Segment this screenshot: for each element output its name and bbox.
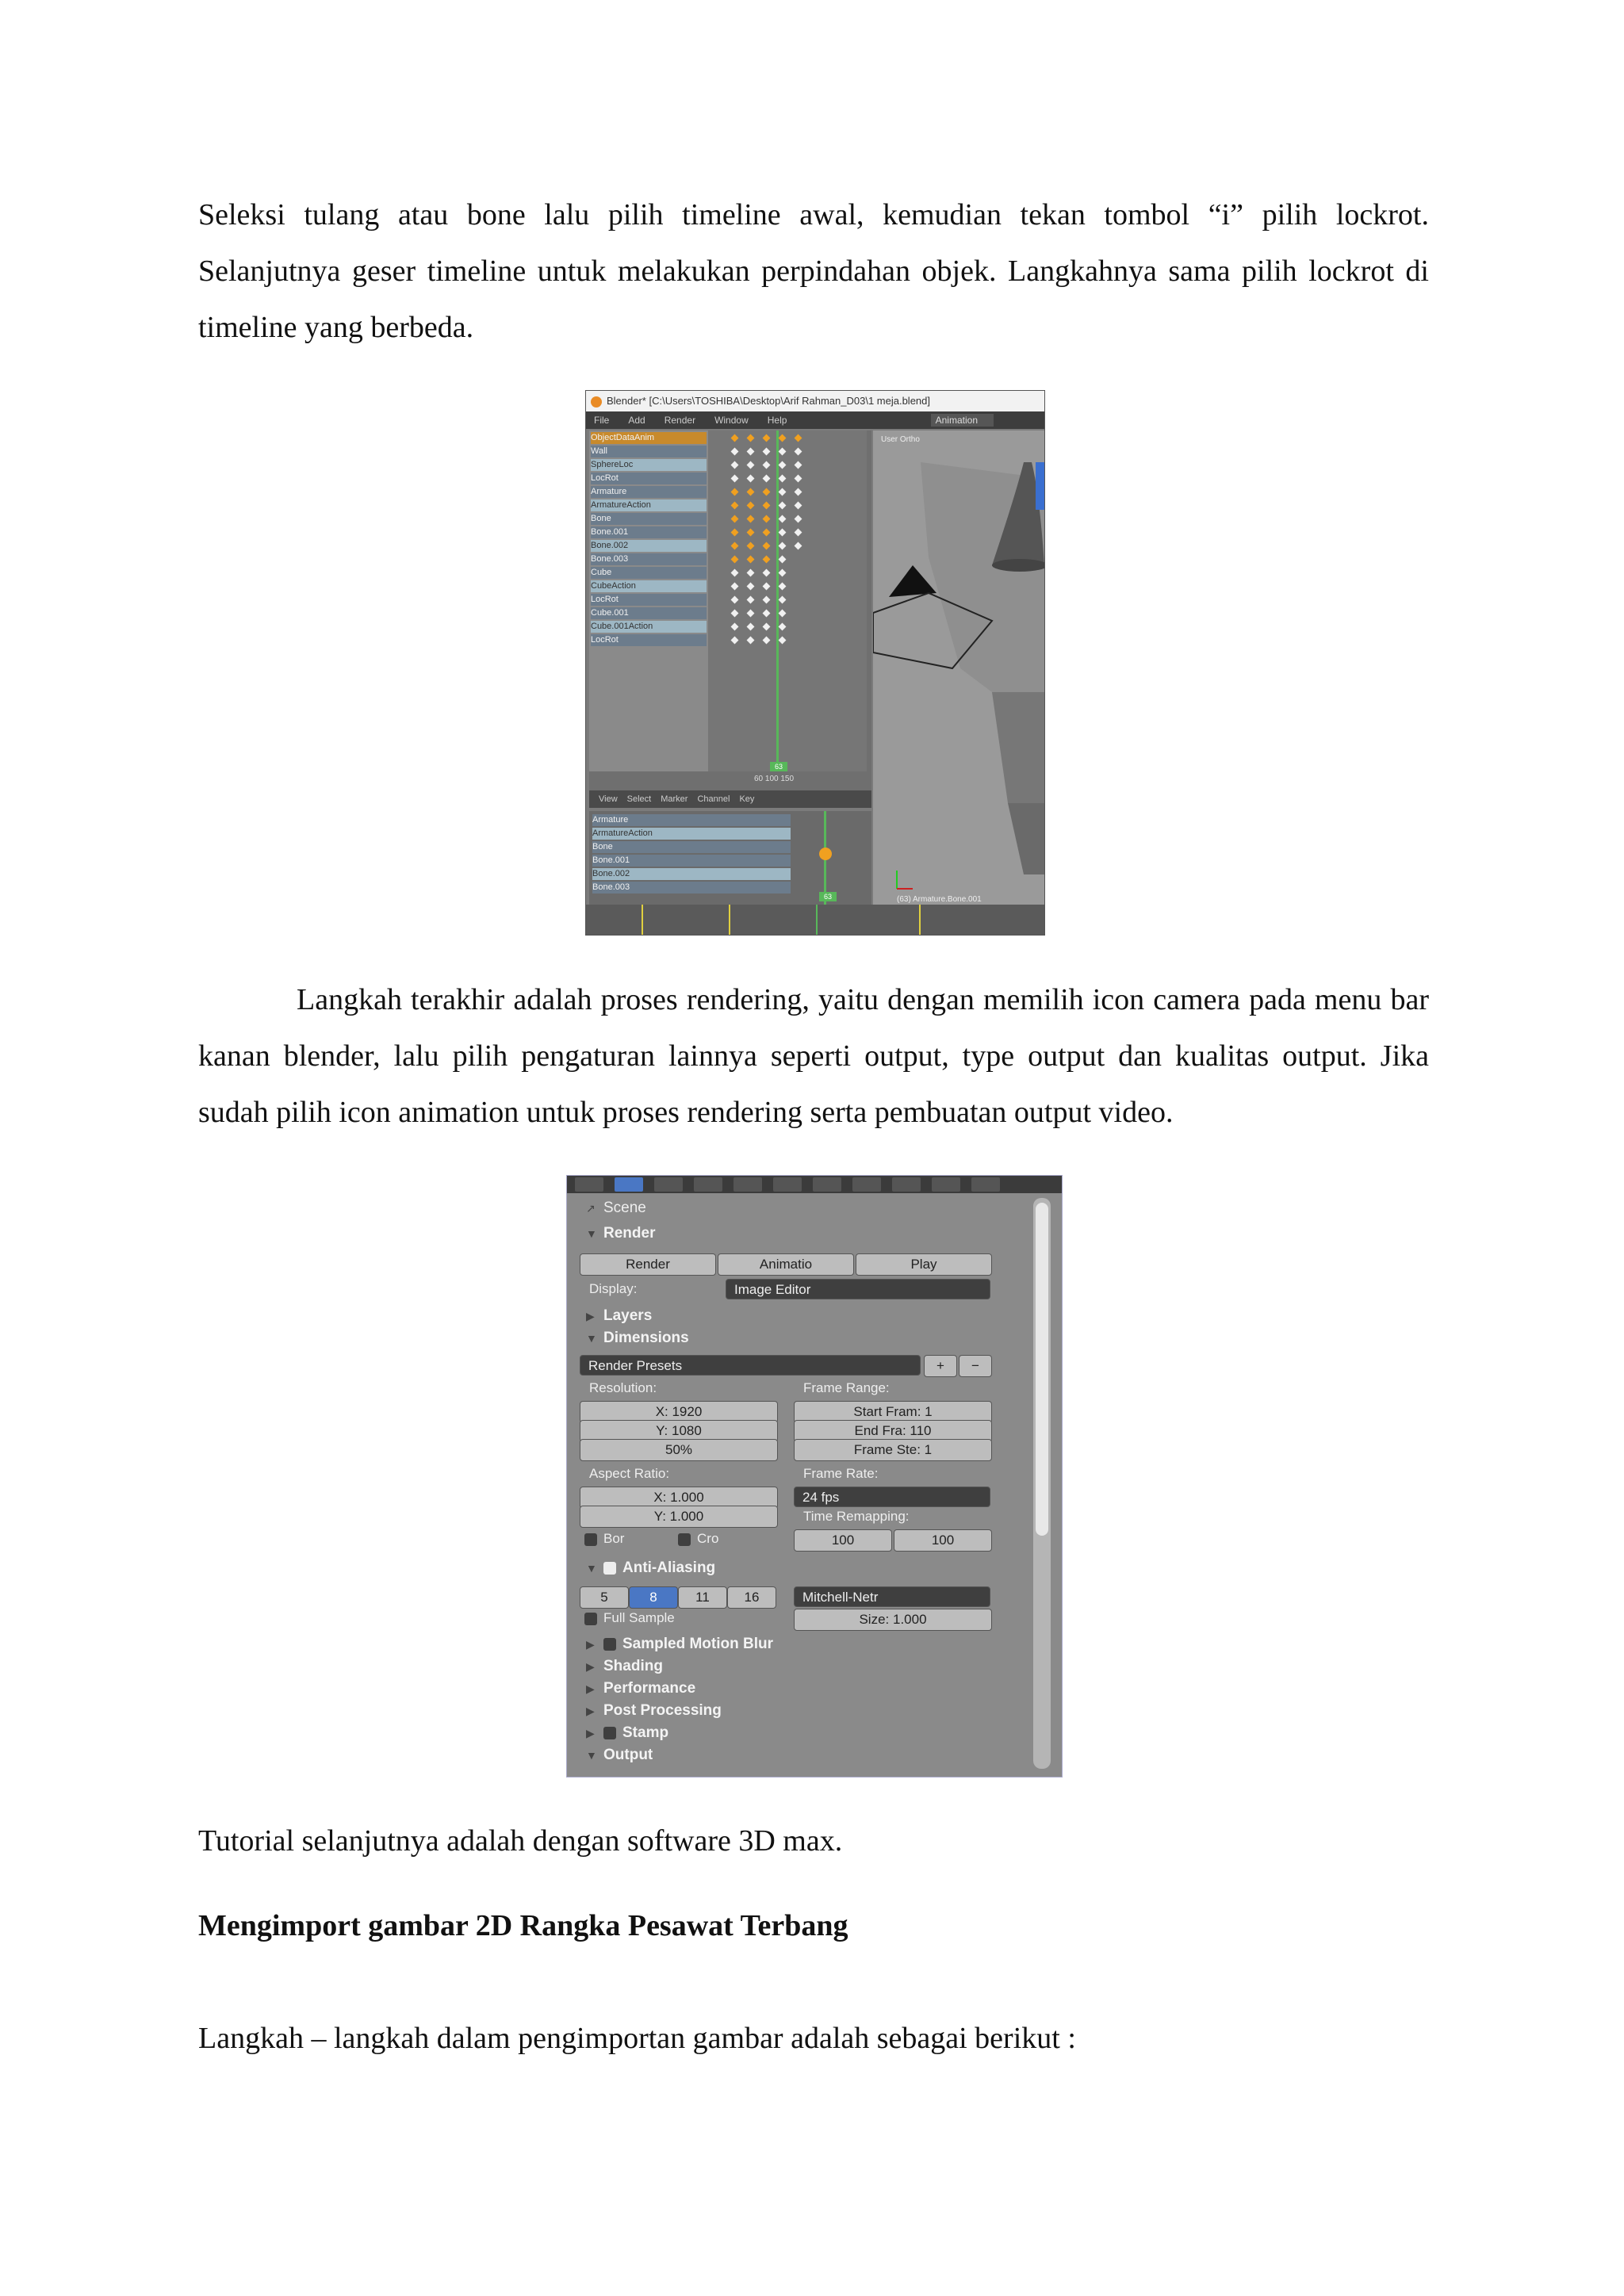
channel-item[interactable]: LocRot: [591, 594, 707, 606]
keyframe-diamond[interactable]: [763, 569, 771, 577]
frame-rate-label: Frame Rate:: [803, 1466, 879, 1481]
material-tab-icon[interactable]: [892, 1177, 921, 1192]
layout-mode-select[interactable]: Animation: [931, 414, 994, 427]
keyframe-diamond[interactable]: [763, 583, 771, 591]
channel-item[interactable]: CubeAction: [591, 580, 707, 592]
header-view[interactable]: View: [599, 794, 618, 804]
checkbox-icon[interactable]: [584, 1613, 597, 1625]
collapsed-triangle-icon: ▶: [586, 1727, 595, 1739]
graph-channel[interactable]: Bone.001: [592, 855, 791, 867]
window-titlebar: [586, 391, 1044, 411]
keyframe-diamond[interactable]: [731, 596, 739, 604]
keyframe-diamond[interactable]: [779, 475, 787, 483]
keyframe-diamond[interactable]: [731, 542, 739, 550]
keyframe-diamond[interactable]: [747, 596, 755, 604]
keyframe-diamond[interactable]: [779, 488, 787, 496]
world-tab-icon[interactable]: [694, 1177, 722, 1192]
start-frame-field[interactable]: Start Fram: 1: [794, 1401, 992, 1423]
table-leg-shape: [992, 692, 1044, 803]
section-shading[interactable]: ▶ Shading: [586, 1658, 663, 1674]
display-label: Display:: [589, 1281, 638, 1296]
render-presets-select[interactable]: Render Presets: [580, 1355, 921, 1376]
preset-add-button[interactable]: +: [924, 1355, 957, 1377]
keyframe-diamond[interactable]: [747, 488, 755, 496]
keyframe-diamond[interactable]: [779, 542, 787, 550]
blender-logo-icon: [591, 396, 602, 408]
expand-triangle-icon: ▼: [586, 1749, 597, 1762]
channel-item[interactable]: SphereLoc: [591, 459, 707, 471]
scene-tab-icon[interactable]: [654, 1177, 683, 1192]
keyframe-diamond[interactable]: [779, 623, 787, 631]
table-leg-shape-2: [1008, 803, 1044, 874]
channel-item[interactable]: Bone.001: [591, 526, 707, 538]
menu-file[interactable]: File: [594, 415, 610, 426]
blender-render-panel-screenshot: [566, 1175, 1063, 1777]
keyframe-diamond[interactable]: [779, 434, 787, 442]
graph-channel[interactable]: Armature: [592, 814, 791, 826]
keyframe-diamond[interactable]: [779, 583, 787, 591]
scrollbar-thumb[interactable]: [1036, 1203, 1048, 1536]
header-key[interactable]: Key: [739, 794, 755, 804]
scene-breadcrumb: [586, 1200, 646, 1217]
keyframe-diamond[interactable]: [795, 542, 802, 550]
aspect-x-field[interactable]: X: 1.000: [580, 1487, 778, 1509]
keyframe-diamond[interactable]: [795, 461, 802, 469]
remap-old-field[interactable]: 100: [794, 1529, 892, 1552]
channel-item[interactable]: Wall: [591, 446, 707, 457]
keyframe-diamond[interactable]: [747, 583, 755, 591]
header-channel[interactable]: Channel: [697, 794, 730, 804]
frame-range-label: Frame Range:: [803, 1380, 890, 1395]
keyframe-diamond[interactable]: [763, 434, 771, 442]
properties-tabs: [567, 1176, 1062, 1193]
collapsed-triangle-icon: ▶: [586, 1638, 595, 1651]
checkbox-icon[interactable]: [584, 1533, 597, 1546]
keyframe-diamond[interactable]: [747, 556, 755, 564]
keyframe-diamond[interactable]: [763, 515, 771, 523]
keyframe-diamond[interactable]: [731, 515, 739, 523]
keyframe-diamond[interactable]: [731, 637, 739, 645]
keyframe-diamond[interactable]: [747, 623, 755, 631]
channel-item[interactable]: ObjectDataAnim: [591, 432, 707, 444]
graph-frame-indicator: 63: [819, 892, 837, 901]
dope-sheet-editor: [589, 430, 871, 790]
keyframe-diamond[interactable]: [731, 488, 739, 496]
keyframe-diamond[interactable]: [779, 515, 787, 523]
keyframe-diamond[interactable]: [747, 502, 755, 510]
data-tab-icon[interactable]: [852, 1177, 881, 1192]
channel-item[interactable]: Cube.001Action: [591, 621, 707, 633]
keyframe-diamond[interactable]: [731, 448, 739, 456]
keyframe-diamond[interactable]: [731, 569, 739, 577]
collapsed-triangle-icon: ▶: [586, 1682, 595, 1695]
keyframe-diamond[interactable]: [731, 502, 739, 510]
section-sampled-motion-blur[interactable]: ▶ Sampled Motion Blur: [586, 1636, 773, 1652]
dopesheet-header: [589, 790, 871, 808]
collapsed-triangle-icon: ▶: [586, 1310, 595, 1322]
keyframe-diamond[interactable]: [795, 488, 802, 496]
keyframe-diamond[interactable]: [747, 448, 755, 456]
keyframe-diamond[interactable]: [795, 448, 802, 456]
keyframe-diamond[interactable]: [731, 461, 739, 469]
paragraph-3dmax-intro: Tutorial selanjutnya adalah dengan software 3D max.: [198, 1824, 843, 1858]
keyframe-diamond[interactable]: [763, 529, 771, 537]
expand-triangle-icon: ▼: [586, 1227, 597, 1240]
keyframe-diamond[interactable]: [779, 461, 787, 469]
keyframe-diamond[interactable]: [731, 583, 739, 591]
keyframe-diamond[interactable]: [795, 529, 802, 537]
keyframe-diamond[interactable]: [795, 475, 802, 483]
keyframe-diamond[interactable]: [779, 637, 787, 645]
collapsed-triangle-icon: ▶: [586, 1660, 595, 1673]
aa-samples-16[interactable]: 16: [727, 1586, 776, 1609]
keyframe-diamond[interactable]: [795, 515, 802, 523]
keyframe-diamond[interactable]: [763, 448, 771, 456]
3d-viewport[interactable]: [873, 430, 1044, 905]
aspect-ratio-label: Aspect Ratio:: [589, 1466, 670, 1481]
bottom-timeline[interactable]: [586, 905, 1044, 935]
paragraph-import-steps: Langkah – langkah dalam pengimportan gambar adalah sebagai berikut :: [198, 2022, 1076, 2055]
keyframe-diamond[interactable]: [747, 637, 755, 645]
blender-dopesheet-screenshot: [585, 390, 1045, 936]
viewport-status: (63) Armature.Bone.001: [897, 895, 982, 904]
graph-channel[interactable]: Bone: [592, 841, 791, 853]
section-output[interactable]: ▼ Output: [586, 1747, 653, 1763]
aa-samples-11[interactable]: 11: [678, 1586, 727, 1609]
viewport-label: User Ortho: [881, 435, 920, 444]
menu-bar: [586, 411, 1044, 429]
section-stamp[interactable]: ▶ Stamp: [586, 1724, 669, 1741]
expand-triangle-icon: ▼: [586, 1332, 597, 1345]
keyframe-diamond[interactable]: [747, 529, 755, 537]
keyframe-diamond[interactable]: [779, 529, 787, 537]
checkbox-icon[interactable]: [603, 1562, 616, 1575]
checkbox-icon[interactable]: [603, 1727, 616, 1739]
resolution-x-field[interactable]: X: 1920: [580, 1401, 778, 1423]
menu-window[interactable]: Window: [714, 415, 749, 426]
menu-help[interactable]: Help: [767, 415, 787, 426]
frame-step-field[interactable]: Frame Ste: 1: [794, 1439, 992, 1461]
keyframe-diamond[interactable]: [747, 434, 755, 442]
channel-item[interactable]: Armature: [591, 486, 707, 498]
particles-tab-icon[interactable]: [971, 1177, 1000, 1192]
checkbox-icon[interactable]: [678, 1533, 691, 1546]
time-remapping-label: Time Remapping:: [803, 1509, 910, 1524]
keyframe-diamond[interactable]: [763, 542, 771, 550]
resolution-percent-field[interactable]: 50%: [580, 1439, 778, 1461]
keyframe-diamond[interactable]: [747, 610, 755, 618]
graph-channel[interactable]: Bone.003: [592, 882, 791, 894]
keyframe-diamond[interactable]: [763, 488, 771, 496]
section-heading: Mengimport gambar 2D Rangka Pesawat Terbang: [198, 1909, 848, 1942]
keyframe-diamond[interactable]: [747, 515, 755, 523]
section-layers[interactable]: ▶ Layers: [586, 1307, 653, 1324]
collapsed-triangle-icon: ▶: [586, 1705, 595, 1717]
graph-channel[interactable]: ArmatureAction: [592, 828, 791, 840]
remap-new-field[interactable]: 100: [894, 1529, 992, 1552]
scene-label: Scene: [603, 1200, 646, 1216]
keyframe-diamond[interactable]: [731, 610, 739, 618]
section-anti-aliasing[interactable]: ▼ Anti-Aliasing: [586, 1559, 716, 1576]
viewport-scene: [873, 430, 1044, 905]
animation-button[interactable]: Animatio: [718, 1253, 854, 1276]
section-post-processing[interactable]: ▶ Post Processing: [586, 1702, 722, 1719]
keyframe-diamond[interactable]: [763, 502, 771, 510]
keyframe-diamond[interactable]: [795, 434, 802, 442]
render-tab-icon[interactable]: [575, 1177, 603, 1192]
gizmo-handle[interactable]: [1036, 462, 1044, 510]
keyframe-diamond[interactable]: [763, 556, 771, 564]
channel-item[interactable]: Bone.003: [591, 553, 707, 565]
keyframe-diamond[interactable]: [779, 610, 787, 618]
render-button[interactable]: Render: [580, 1253, 716, 1276]
pin-icon[interactable]: ↗: [586, 1202, 596, 1215]
channel-item[interactable]: ArmatureAction: [591, 499, 707, 511]
crop-checkbox[interactable]: Cro: [678, 1531, 718, 1547]
timeline-numbers: 60 100 150: [754, 775, 795, 783]
border-checkbox[interactable]: Bor: [584, 1531, 624, 1547]
paragraph-rendering: Langkah terakhir adalah proses rendering, yaitu dengan memilih icon camera pada menu bar kanan blender, lalu pilih pengaturan lainnya seperti output, type output dan kualitas output. Jika sudah pilih icon animation untuk proses rendering serta pembuatan output video.: [198, 983, 1429, 1129]
keyframe-diamond[interactable]: [779, 502, 787, 510]
graph-editor: [589, 811, 871, 905]
texture-tab-icon[interactable]: [932, 1177, 960, 1192]
channel-item[interactable]: LocRot: [591, 473, 707, 484]
keyframe-area[interactable]: [708, 430, 867, 783]
paragraph-bone-selection: Seleksi tulang atau bone lalu pilih timeline awal, kemudian tekan tombol “i” pilih lockrot. Selanjutnya geser timeline untuk melakukan perpindahan objek. Langkahnya sama pilih lockrot di timeline yang berbeda.: [198, 198, 1429, 344]
keyframe-diamond[interactable]: [779, 556, 787, 564]
aa-samples-5[interactable]: 5: [580, 1586, 629, 1609]
aa-filter-select[interactable]: Mitchell-Netr: [794, 1586, 990, 1607]
keyframe-diamond[interactable]: [763, 637, 771, 645]
resolution-y-field[interactable]: Y: 1080: [580, 1420, 778, 1442]
channel-item[interactable]: Cube: [591, 567, 707, 579]
keyframe-diamond[interactable]: [763, 475, 771, 483]
preset-remove-button[interactable]: −: [959, 1355, 992, 1377]
keyframe-diamond[interactable]: [779, 569, 787, 577]
channel-item[interactable]: LocRot: [591, 634, 707, 646]
aa-size-field[interactable]: Size: 1.000: [794, 1609, 992, 1631]
play-button[interactable]: Play: [856, 1253, 992, 1276]
expand-triangle-icon: ▼: [586, 1562, 597, 1575]
frame-rate-select[interactable]: 24 fps: [794, 1487, 990, 1507]
channel-item[interactable]: Bone: [591, 513, 707, 525]
graph-keyframe[interactable]: [819, 848, 832, 860]
channel-list: [589, 430, 708, 771]
keyframe-diamond[interactable]: [779, 596, 787, 604]
current-frame-line[interactable]: [776, 430, 779, 771]
keyframe-diamond[interactable]: [731, 475, 739, 483]
header-marker[interactable]: Marker: [661, 794, 688, 804]
channel-item[interactable]: Bone.002: [591, 540, 707, 552]
section-dimensions[interactable]: ▼ Dimensions: [586, 1330, 689, 1346]
section-performance[interactable]: ▶ Performance: [586, 1680, 696, 1697]
keyframe-diamond[interactable]: [763, 596, 771, 604]
menu-add[interactable]: Add: [628, 415, 645, 426]
aspect-y-field[interactable]: Y: 1.000: [580, 1506, 778, 1528]
keyframe-diamond[interactable]: [747, 461, 755, 469]
keyframe-diamond[interactable]: [747, 475, 755, 483]
channel-item[interactable]: Cube.001: [591, 607, 707, 619]
end-frame-field[interactable]: End Fra: 110: [794, 1420, 992, 1442]
keyframe-diamond[interactable]: [747, 569, 755, 577]
resolution-label: Resolution:: [589, 1380, 657, 1395]
keyframe-diamond[interactable]: [795, 502, 802, 510]
modifier-tab-icon[interactable]: [813, 1177, 841, 1192]
menu-render[interactable]: Render: [664, 415, 696, 426]
aa-samples-8[interactable]: 8: [629, 1586, 678, 1609]
full-sample-checkbox[interactable]: Full Sample: [584, 1610, 675, 1626]
keyframe-diamond[interactable]: [747, 542, 755, 550]
checkbox-icon[interactable]: [603, 1638, 616, 1651]
panel-scrollbar[interactable]: [1033, 1198, 1051, 1769]
display-select[interactable]: Image Editor: [726, 1279, 990, 1299]
keyframe-diamond[interactable]: [731, 556, 739, 564]
constraints-tab-icon[interactable]: [773, 1177, 802, 1192]
keyframe-diamond[interactable]: [779, 448, 787, 456]
section-render[interactable]: ▼ Render: [586, 1225, 656, 1242]
keyframe-diamond[interactable]: [731, 623, 739, 631]
camera-icon: [889, 565, 936, 597]
object-tab-icon[interactable]: [733, 1177, 762, 1192]
window-title: Blender* [C:\Users\TOSHIBA\Desktop\Arif Rahman_D03\1 meja.blend]: [607, 395, 930, 407]
keyframe-diamond[interactable]: [763, 610, 771, 618]
graph-channel[interactable]: Bone.002: [592, 868, 791, 880]
keyframe-diamond[interactable]: [731, 529, 739, 537]
keyframe-diamond[interactable]: [731, 434, 739, 442]
current-frame-indicator: 63: [770, 762, 787, 771]
header-select[interactable]: Select: [626, 794, 652, 804]
camera-tab-icon[interactable]: [615, 1177, 643, 1192]
keyframe-diamond[interactable]: [763, 461, 771, 469]
keyframe-diamond[interactable]: [763, 623, 771, 631]
